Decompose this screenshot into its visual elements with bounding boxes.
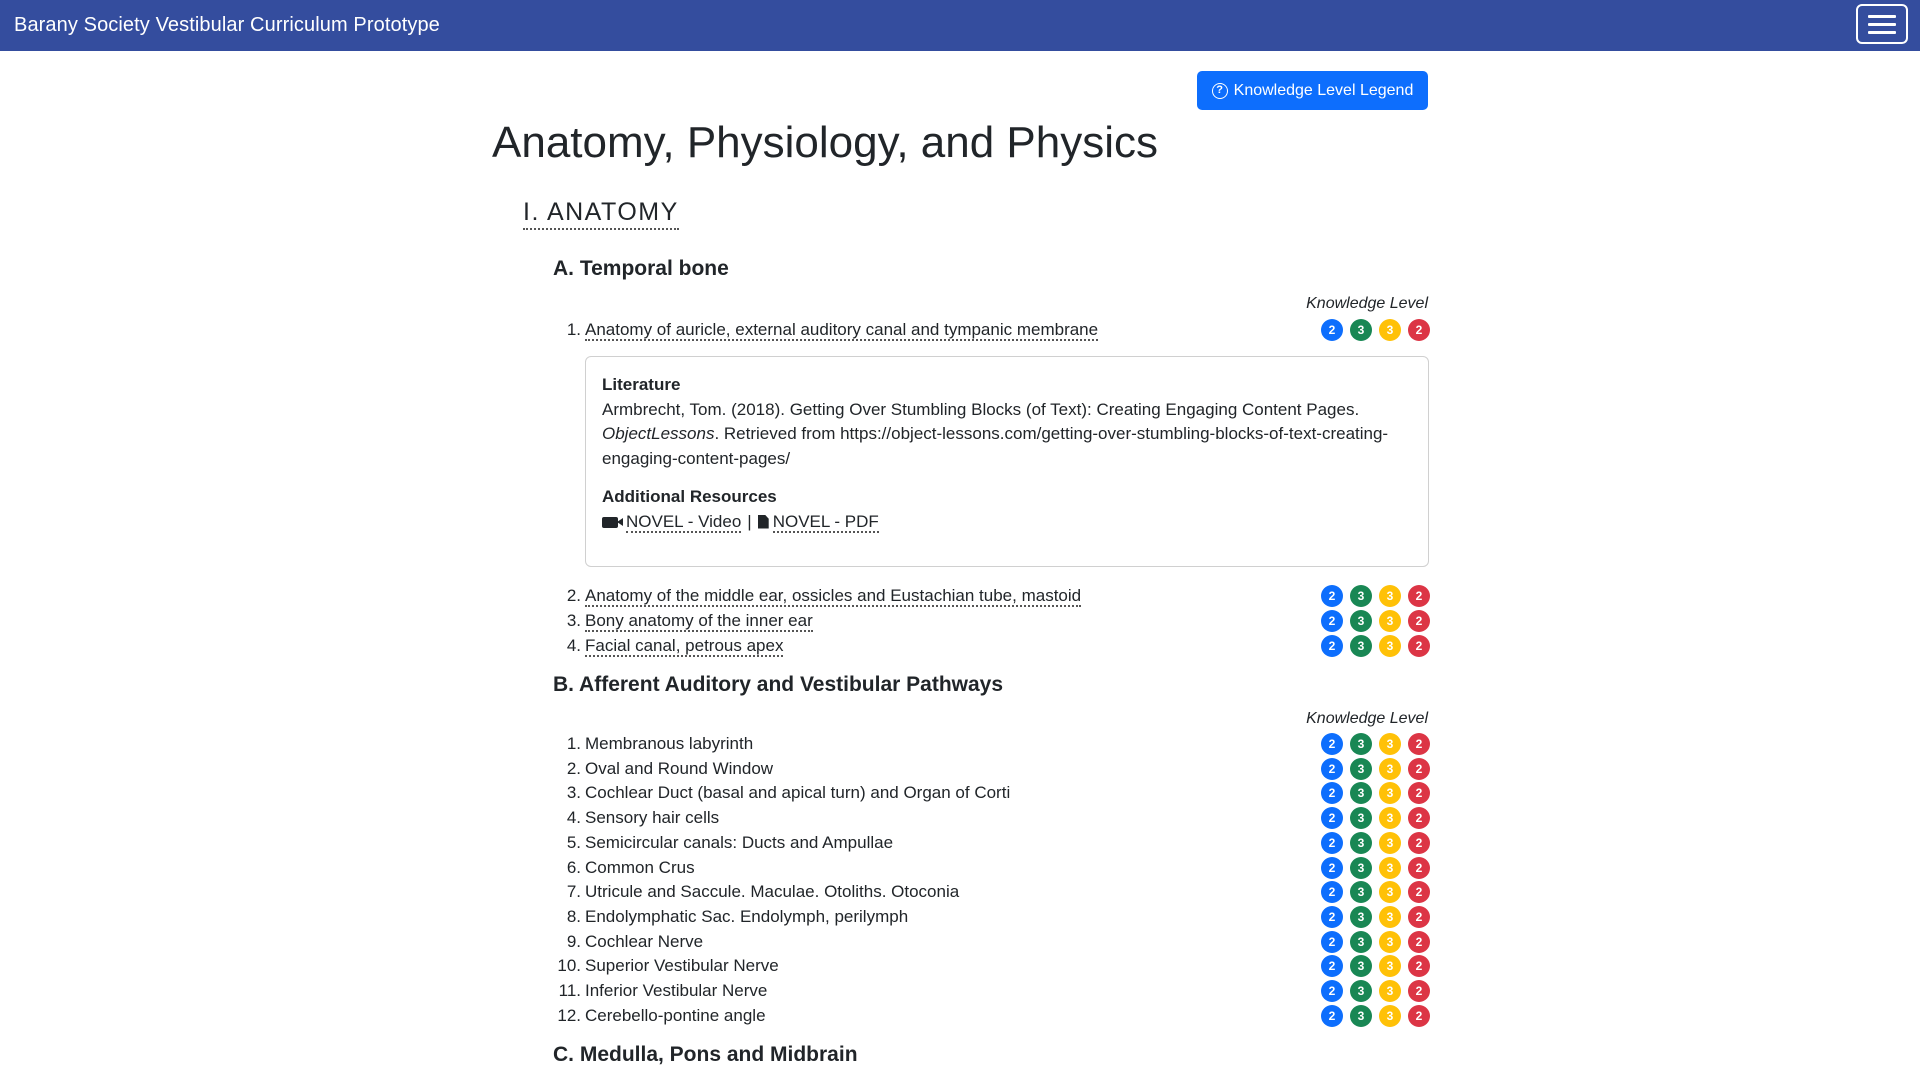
knowledge-level-legend-button[interactable]: [1197, 71, 1428, 110]
list-item-number: 6.: [566, 857, 581, 877]
knowledge-level-badge-green: 3: [1350, 585, 1372, 607]
list-item-number: 9.: [566, 931, 581, 951]
knowledge-level-badge-blue: 2: [1321, 955, 1343, 977]
novel-pdf-link[interactable]: NOVEL - PDF: [772, 511, 879, 531]
knowledge-level-badge-blue: 2: [1321, 807, 1343, 829]
question-circle-icon: ?: [1212, 83, 1228, 99]
knowledge-level-badge-green: 3: [1350, 906, 1372, 928]
knowledge-level-badge-yellow: 3: [1379, 1005, 1401, 1027]
list-item-label: Cerebello-pontine angle: [585, 1005, 766, 1025]
subsection-title-medulla-pons-midbrain: C. Medulla, Pons and Midbrain: [553, 1043, 858, 1066]
knowledge-level-badge-red: 2: [1408, 955, 1430, 977]
list-item-label[interactable]: Bony anatomy of the inner ear: [585, 610, 813, 630]
list-item-label: Membranous labyrinth: [585, 734, 754, 753]
knowledge-level-badges: [1321, 955, 1430, 977]
list-item-number: 7.: [566, 882, 581, 902]
knowledge-level-badge-green: 3: [1350, 733, 1372, 755]
knowledge-level-badge-yellow: 3: [1379, 610, 1401, 632]
legend-button-label: Knowledge Level Legend: [1233, 81, 1414, 99]
list-item-label: Endolymphatic Sac. Endolymph, perilymph: [585, 906, 909, 926]
knowledge-level-badge-red: 2: [1408, 610, 1430, 632]
list-item-label[interactable]: Anatomy of auricle, external auditory canal and tympanic membrane: [585, 319, 1099, 339]
subsection-title-temporal-bone: A. Temporal bone: [553, 257, 729, 280]
list-item-number: 3.: [566, 611, 581, 630]
list-item: [553, 1004, 1430, 1028]
knowledge-level-badge-yellow: 3: [1379, 758, 1401, 780]
knowledge-level-badge-red: 2: [1408, 832, 1430, 854]
knowledge-level-badge-yellow: 3: [1379, 832, 1401, 854]
knowledge-level-badges: [1321, 881, 1430, 903]
list-item: [553, 979, 1430, 1003]
knowledge-level-badge-green: 3: [1350, 980, 1372, 1002]
navbar-brand[interactable]: Barany Society Vestibular Curriculum Prototype: [14, 14, 440, 36]
knowledge-level-badge-yellow: 3: [1379, 931, 1401, 953]
list-item-number: 2.: [566, 586, 581, 605]
list-item-number: 12.: [557, 1005, 581, 1025]
knowledge-level-badges: [1321, 906, 1430, 928]
knowledge-level-badges: [1321, 980, 1430, 1002]
knowledge-level-badges: [1321, 319, 1430, 341]
list-item-number: 1.: [566, 734, 581, 753]
knowledge-level-badge-blue: 2: [1321, 585, 1343, 607]
knowledge-level-badge-green: 3: [1350, 955, 1372, 977]
knowledge-level-header: Knowledge Level: [1306, 710, 1428, 727]
knowledge-level-badge-green: 3: [1350, 758, 1372, 780]
file-icon: [758, 515, 769, 529]
list-item: [553, 584, 1430, 608]
list-item-label[interactable]: Anatomy of the middle ear, ossicles and Eustachian tube, mastoid: [585, 585, 1082, 605]
knowledge-level-badge-red: 2: [1408, 980, 1430, 1002]
citation-journal: ObjectLessons: [602, 424, 715, 443]
knowledge-level-badge-blue: 2: [1321, 857, 1343, 879]
knowledge-level-badge-red: 2: [1408, 758, 1430, 780]
knowledge-level-badge-red: 2: [1408, 1005, 1430, 1027]
list-item: [553, 757, 1430, 781]
item-detail-card: [585, 356, 1429, 567]
knowledge-level-badge-green: 3: [1350, 857, 1372, 879]
knowledge-level-badges: [1321, 1005, 1430, 1027]
list-item: [553, 609, 1430, 633]
knowledge-level-badge-green: 3: [1350, 807, 1372, 829]
navbar: [0, 0, 1920, 51]
list-item-label: Sensory hair cells: [585, 808, 720, 828]
knowledge-level-badges: [1321, 635, 1430, 657]
subsection-title-afferent-pathways: B. Afferent Auditory and Vestibular Pathways: [553, 673, 1004, 696]
list-item-label: Superior Vestibular Nerve: [585, 956, 779, 976]
knowledge-level-badge-red: 2: [1408, 931, 1430, 953]
knowledge-level-badge-blue: 2: [1321, 782, 1343, 804]
knowledge-level-badges: [1321, 832, 1430, 854]
list-item-label: Cochlear Duct (basal and apical turn) and Organ of Corti: [585, 783, 1011, 803]
section-title-anatomy[interactable]: I. ANATOMY: [523, 198, 679, 230]
knowledge-level-badge-blue: 2: [1321, 1005, 1343, 1027]
knowledge-level-badge-green: 3: [1350, 782, 1372, 804]
knowledge-level-badge-red: 2: [1408, 881, 1430, 903]
knowledge-level-badge-yellow: 3: [1379, 906, 1401, 928]
list-item-label: Oval and Round Window: [585, 758, 774, 778]
hamburger-menu-icon: [1868, 15, 1896, 18]
literature-label: Literature: [602, 375, 681, 394]
video-camera-icon: [602, 517, 618, 528]
resource-separator: |: [747, 511, 752, 531]
list-item-number: 11.: [558, 981, 581, 1000]
knowledge-level-badge-blue: 2: [1321, 319, 1343, 341]
knowledge-level-badges: [1321, 782, 1430, 804]
knowledge-level-badge-blue: 2: [1321, 733, 1343, 755]
knowledge-level-badge-yellow: 3: [1379, 635, 1401, 657]
knowledge-level-badge-blue: 2: [1321, 758, 1343, 780]
knowledge-level-badge-blue: 2: [1321, 980, 1343, 1002]
hamburger-menu-button[interactable]: [1856, 4, 1908, 44]
list-item-number: 4.: [566, 636, 581, 655]
list-item: [553, 954, 1430, 978]
knowledge-level-badges: [1321, 857, 1430, 879]
knowledge-level-badge-green: 3: [1350, 832, 1372, 854]
knowledge-level-badge-red: 2: [1408, 585, 1430, 607]
knowledge-level-badge-yellow: 3: [1379, 782, 1401, 804]
knowledge-level-badge-blue: 2: [1321, 832, 1343, 854]
list-item-label: Semicircular canals: Ducts and Ampullae: [585, 832, 894, 852]
list-item: [553, 880, 1430, 904]
knowledge-level-badge-red: 2: [1408, 635, 1430, 657]
knowledge-level-header: Knowledge Level: [1306, 295, 1428, 312]
knowledge-level-badge-yellow: 3: [1379, 585, 1401, 607]
knowledge-level-badges: [1321, 733, 1430, 755]
knowledge-level-badge-red: 2: [1408, 733, 1430, 755]
list-item-label[interactable]: Facial canal, petrous apex: [585, 635, 784, 655]
list-item: [553, 732, 1430, 756]
list-item: [553, 856, 1430, 880]
knowledge-level-badge-green: 3: [1350, 931, 1372, 953]
list-item-number: 8.: [566, 906, 581, 926]
knowledge-level-badge-blue: 2: [1321, 610, 1343, 632]
knowledge-level-badge-red: 2: [1408, 807, 1430, 829]
knowledge-level-badges: [1321, 610, 1430, 632]
resource-links: [602, 510, 1412, 535]
list-item-label: Cochlear Nerve: [585, 931, 704, 951]
knowledge-level-badge-blue: 2: [1321, 931, 1343, 953]
knowledge-level-badge-green: 3: [1350, 319, 1372, 341]
knowledge-level-badge-red: 2: [1408, 319, 1430, 341]
knowledge-level-badges: [1321, 585, 1430, 607]
knowledge-level-badge-yellow: 3: [1379, 733, 1401, 755]
list-item-label: Utricule and Saccule. Maculae. Otoliths. Otoconia: [585, 882, 960, 902]
list-item-label: Common Crus: [585, 857, 695, 877]
list-item-number: 10.: [557, 956, 581, 976]
knowledge-level-badge-yellow: 3: [1379, 881, 1401, 903]
knowledge-level-badge-yellow: 3: [1379, 319, 1401, 341]
knowledge-level-badge-yellow: 3: [1379, 980, 1401, 1002]
list-item: [553, 831, 1430, 855]
knowledge-level-badge-yellow: 3: [1379, 955, 1401, 977]
list-item-number: 1.: [566, 320, 581, 339]
novel-video-link[interactable]: NOVEL - Video: [626, 511, 742, 531]
knowledge-level-badge-green: 3: [1350, 881, 1372, 903]
list-item-number: 5.: [566, 832, 581, 852]
list-item: [553, 781, 1430, 805]
list-item: [553, 318, 1430, 342]
additional-resources-label: Additional Resources: [602, 487, 777, 506]
knowledge-level-badges: [1321, 807, 1430, 829]
knowledge-level-badge-blue: 2: [1321, 635, 1343, 657]
knowledge-level-badge-red: 2: [1408, 782, 1430, 804]
knowledge-level-badge-green: 3: [1350, 1005, 1372, 1027]
knowledge-level-badge-yellow: 3: [1379, 857, 1401, 879]
list-item: [553, 806, 1430, 830]
list-item: [553, 930, 1430, 954]
knowledge-level-badge-red: 2: [1408, 906, 1430, 928]
list-item-number: 3.: [566, 783, 581, 803]
list-item-label: Inferior Vestibular Nerve: [585, 981, 768, 1000]
literature-citation: Armbrecht, Tom. (2018). Getting Over Stumbling Blocks (of Text): Creating Engaging Content Pages. ObjectLessons. Retrieved from https://object-lessons.com/getting-over-stumbling-blocks-of-text-creating-engaging-content-pages/: [602, 399, 1389, 468]
page-title: Anatomy, Physiology, and Physics: [492, 118, 1159, 167]
knowledge-level-badges: [1321, 931, 1430, 953]
knowledge-level-badge-red: 2: [1408, 857, 1430, 879]
list-item: [553, 905, 1430, 929]
knowledge-level-badge-green: 3: [1350, 635, 1372, 657]
knowledge-level-badge-green: 3: [1350, 610, 1372, 632]
knowledge-level-badge-yellow: 3: [1379, 807, 1401, 829]
knowledge-level-badge-blue: 2: [1321, 881, 1343, 903]
list-item-number: 2.: [566, 758, 581, 778]
knowledge-level-badge-blue: 2: [1321, 906, 1343, 928]
knowledge-level-badges: [1321, 758, 1430, 780]
list-item: [553, 634, 1430, 658]
list-item-number: 4.: [566, 808, 581, 828]
